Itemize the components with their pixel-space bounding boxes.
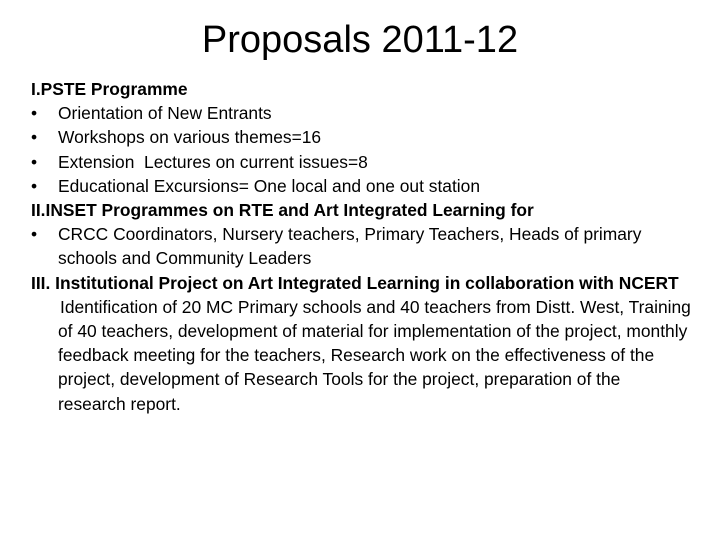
list-item-text: Workshops on various themes=16 — [58, 127, 322, 148]
section-heading-institutional: III. Institutional Project on Art Integrated Learning in collaboration with NCERT — [31, 272, 679, 293]
slide-content — [31, 77, 691, 416]
list-item — [31, 150, 691, 174]
list-item — [31, 125, 691, 149]
section-heading-inset: II.INSET Programmes on RTE and Art Integrated Learning for — [31, 200, 534, 221]
bullet-icon: • — [31, 127, 38, 148]
body-text: Identification of 20 MC Primary schools and 40 teachers from Distt. West, Training of 40 teachers, development of material for implementation of the project, monthly feedback meeting for the teachers, Research work on the effectiveness of the project, development of Research Tools for the project, preparation of the research report. — [58, 296, 691, 414]
list-item-text: CRCC Coordinators, Nursery teachers, Primary Teachers, Heads of primary schools and Community Leaders — [58, 224, 642, 269]
bullet-icon: • — [31, 103, 38, 124]
list-item — [31, 174, 691, 198]
bullet-icon: • — [31, 151, 38, 172]
list-item-text: Educational Excursions= One local and one out station — [58, 175, 480, 196]
list-item-text: Orientation of New Entrants — [58, 103, 272, 124]
section-body-institutional — [31, 295, 691, 416]
list-item — [31, 101, 691, 125]
list-item — [31, 222, 691, 270]
bullet-icon: • — [31, 175, 38, 196]
section-heading-pste: I.PSTE Programme — [31, 79, 188, 99]
slide-title: Proposals 2011-12 — [201, 19, 519, 61]
list-item-text: Extension Lectures on current issues=8 — [58, 151, 368, 172]
bullet-icon: • — [31, 224, 38, 245]
